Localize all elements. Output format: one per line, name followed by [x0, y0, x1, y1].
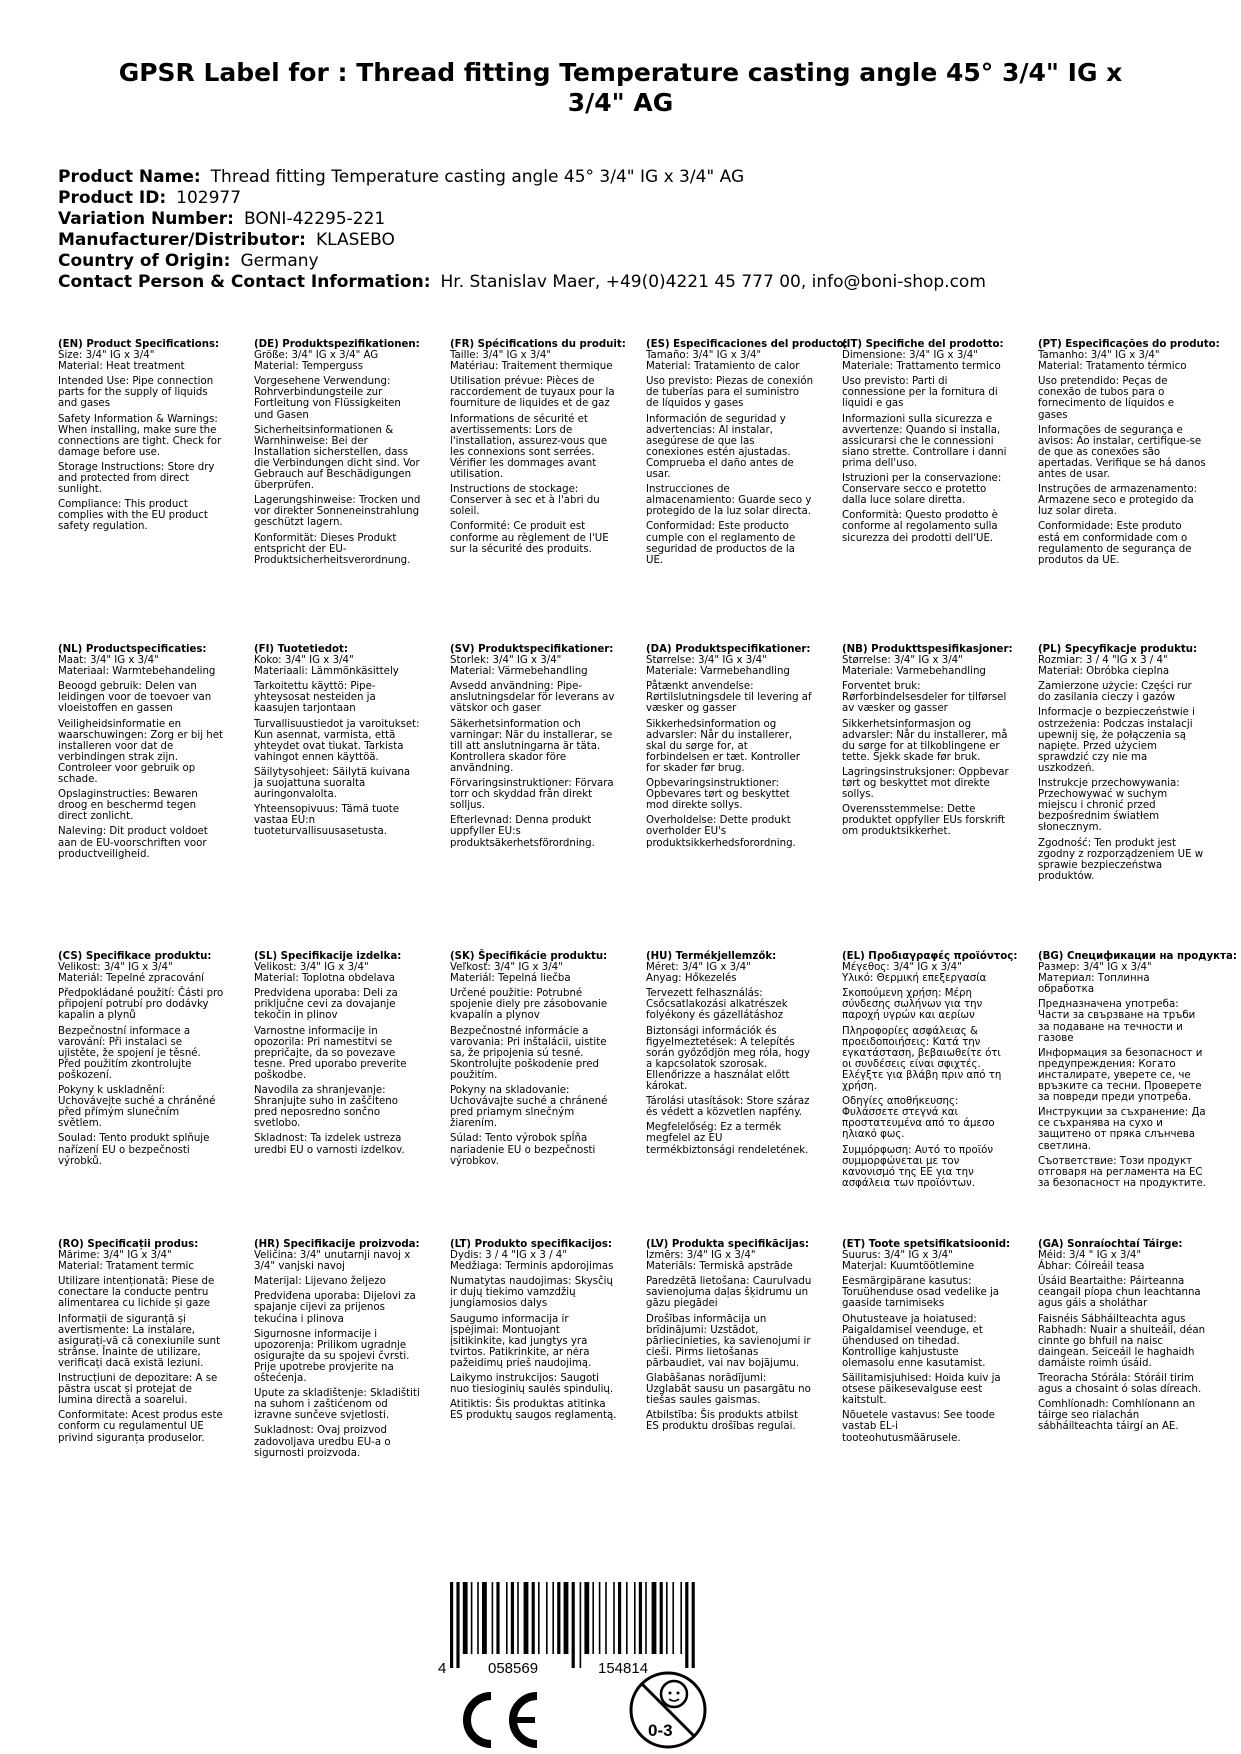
barcode-bar [477, 1582, 479, 1654]
spec-paragraph: Bezpečnostní informace a varování: Při instalaci se ujistěte, že spojení je těsné. Před použitím zkontrolujte poškození. [58, 1025, 201, 1081]
spec-paragraph: Informações de segurança e avisos: Ao instalar, certifique-se de que as conexões são apertadas. Verifique se há danos antes de usar. [1038, 424, 1206, 481]
spec-paragraph: Informations de sécurité et avertissements: Lors de l'installation, assurez-vous que les connexions sont serrées. Vérifier les dommages avant utilisation. [450, 413, 608, 481]
spec-paragraph: Size: 3/4" IG x 3/4" Material: Heat treatment [58, 350, 185, 373]
spec-heading: (FR) Spécifications du produit: [450, 339, 626, 350]
spec-paragraph: Forventet bruk: Rørforbindelsesdeler for tilførsel av væsker og gasser [842, 681, 1007, 715]
spec-paragraph: Nõuetele vastavus: See toode vastab EL-i tooteohutusmäärusele. [842, 1410, 995, 1444]
spec-heading: (EN) Product Specifications: [58, 339, 220, 350]
spec-paragraph: Konformität: Dieses Produkt entspricht der EU-Produktsicherheitsverordnung. [254, 532, 411, 566]
spec-paragraph: Συμμόρφωση: Αυτό το προϊόν συμμορφώνεται με τον κανονισμό της ΕΕ για την ασφάλεια των προϊόντων. [842, 1144, 994, 1189]
spec-paragraph: Tarkoitettu käyttö: Pipe-yhteysosat nesteiden ja kaasujen tarjontaan [254, 681, 376, 715]
barcode-bar [532, 1582, 535, 1654]
barcode-bar [685, 1582, 688, 1668]
spec-heading: (IT) Specifiche del prodotto: [842, 339, 1004, 350]
spec-heading: (NL) Productspecificaties: [58, 644, 207, 655]
spec-paragraph: Tamaño: 3/4" IG x 3/4" Material: Tratamiento de calor [646, 350, 800, 373]
info-value: Thread fitting Temperature casting angle 45° 3/4" IG x 3/4" AG [210, 167, 745, 187]
spec-heading: (DA) Produktspecifikationer: [646, 644, 811, 655]
spec-paragraph: Navodila za shranjevanje: Shranjujte suho in zaščiteno pred neposredno sončno svetlobo. [254, 1085, 398, 1130]
spec-heading: (SL) Specifikacije izdelka: [254, 951, 402, 962]
spec-paragraph: Velikost: 3/4" IG x 3/4" Materiál: Tepelné zpracování [58, 962, 204, 985]
spec-heading: (LV) Produkta specifikācijas: [646, 1239, 809, 1250]
spec-heading: (SV) Produktspecifikationer: [450, 644, 614, 655]
spec-paragraph: Instrucciones de almacenamiento: Guarde seco y protegido de la luz solar directa. [646, 484, 812, 518]
spec-block [1038, 339, 1220, 570]
spec-paragraph: Veiligheidsinformatie en waarschuwingen: Zorg er bij het installeren voor dat de verbindingen strak zijn. Controleer voor gebruik op schade. [58, 718, 224, 786]
spec-paragraph: Overholdelse: Dette produkt overholder EU's produktsikkerhedsforordning. [646, 815, 796, 849]
barcode-bar [599, 1582, 601, 1654]
barcode-bar [546, 1582, 548, 1654]
product-info [58, 167, 1198, 293]
spec-block [58, 1239, 226, 1448]
spec-paragraph: Materijal: Lijevano željezo [254, 1276, 386, 1288]
barcode-bar [557, 1582, 560, 1654]
info-label: Contact Person & Contact Information: [58, 272, 431, 292]
barcode-bar [584, 1582, 589, 1654]
spec-paragraph: Storlek: 3/4" IG x 3/4" Material: Värmebehandling [450, 655, 588, 678]
spec-paragraph: Predvidena uporaba: Deli za priključne cevi za dovajanje tekočin in plinov [254, 988, 398, 1022]
spec-paragraph: Koko: 3/4" IG x 3/4" Materiaali: Lämmönkäsittely [254, 655, 399, 678]
spec-paragraph: Размер: 3/4" IG x 3/4" Материал: Топлинна обработка [1038, 962, 1152, 996]
spec-paragraph: Dimensione: 3/4" IG x 3/4" Materiale: Trattamento termico [842, 350, 1001, 373]
barcode-bar [605, 1582, 607, 1654]
spec-paragraph: Säilitamisjuhised: Hoida kuiv ja otsese päikesevalguse eest kaitstult. [842, 1373, 1001, 1407]
spec-paragraph: Saugumo informacija ir įspėjimai: Montuojant įsitikinkite, kad jungtys yra tvirtos. Patikrinkite, ar nėra pažeidimų prieš naudojimą. [450, 1313, 592, 1369]
info-value: Germany [240, 251, 319, 271]
spec-paragraph: Overensstemmelse: Dette produktet oppfyller EUs forskrift om produktsikkerhet. [842, 804, 1006, 838]
spec-paragraph: Skladnost: Ta izdelek ustreza uredbi EU o varnosti izdelkov. [254, 1133, 405, 1156]
spec-block [646, 951, 814, 1160]
info-label: Variation Number: [58, 209, 234, 229]
spec-paragraph: Informazioni sulla sicurezza e avvertenze: Quando si installa, assicurarsi che le connessioni siano strette. Controllare i danni prima dell'uso. [842, 413, 1007, 469]
spec-paragraph: Compliance: This product complies with the EU product safety regulation. [58, 499, 208, 533]
spec-paragraph: Biztonsági információk és figyelmeztetések: A telepítés során győződjön meg róla, hogy a kapcsolatok szorosak. Ellenőrizze a használat előtt károkat. [646, 1025, 811, 1093]
spec-paragraph: Předpokládané použití: Části pro připojení potrubí pro dodávky kapalin a plynů [58, 988, 224, 1022]
barcode-right-digits: 154814 [598, 1660, 649, 1677]
spec-heading: (HU) Termékjellemzők: [646, 951, 777, 962]
spec-paragraph: Pokyny na skladovanie: Uchovávajte suché a chránené pred priamym slnečným žiarením. [450, 1085, 608, 1130]
info-label: Product Name: [58, 167, 201, 187]
info-row [58, 251, 1198, 272]
info-value: 102977 [176, 188, 242, 208]
barcode-bar [645, 1582, 647, 1654]
spec-paragraph: Intended Use: Pipe connection parts for the supply of liquids and gases [58, 376, 214, 410]
spec-paragraph: Zamierzone użycie: Części rur do zasilania cieczy i gazów [1038, 681, 1192, 704]
age-range-text: 0-3 [648, 1721, 673, 1740]
spec-paragraph: Información de seguridad y advertencias: Al instalar, asegúrese de que las conexiones estén ajustadas. Comprueba el daño antes de usar. [646, 413, 794, 481]
spec-paragraph: Dydis: 3 / 4 "IG x 3 / 4" Medžiaga: Terminis apdorojimas [450, 1250, 614, 1273]
spec-heading: (BG) Спецификации на продукта: [1038, 951, 1237, 962]
spec-paragraph: Utilisation prévue: Pièces de raccordement de tuyaux pour la fourniture de liquides et de gaz [450, 376, 615, 410]
info-value: Hr. Stanislav Maer, +49(0)4221 45 777 00, info@boni-shop.com [440, 272, 986, 292]
barcode-bar [471, 1582, 473, 1654]
spec-paragraph: Méret: 3/4" IG x 3/4" Anyag: Hőkezelés [646, 962, 751, 985]
spec-paragraph: Μέγεθος: 3/4" IG x 3/4" Υλικό: Θερμική επεξεργασία [842, 962, 987, 985]
spec-block [58, 644, 226, 864]
spec-heading: (ET) Toote spetsifikatsioonid: [842, 1239, 1011, 1250]
barcode-bar [672, 1582, 674, 1654]
spec-block [254, 951, 422, 1160]
spec-block [58, 951, 226, 1171]
spec-paragraph: Οδηγίες αποθήκευσης: Φυλάσσετε στεγνά και προστατευμένα από το άμεσο ηλιακό φως. [842, 1096, 995, 1141]
spec-paragraph: Úsáid Beartaithe: Páirteanna ceangail píopa chun leachtanna agus gáis a sholáthar [1038, 1276, 1201, 1310]
barcode-bar [572, 1582, 575, 1668]
spec-paragraph: Bezpečnostné informácie a varovania: Pri inštalácii, uistite sa, že pripojenia sú tesné. Skontrolujte poškodenie pred použitím. [450, 1025, 607, 1081]
spec-paragraph: Storage Instructions: Store dry and protected from direct sunlight. [58, 461, 215, 496]
spec-paragraph: Conformidade: Este produto está em conformidade com o regulamento de segurança de produtos da UE. [1038, 521, 1192, 566]
spec-paragraph: Conformità: Questo prodotto è conforme al regolamento sulla sicurezza dei prodotti dell'UE. [842, 510, 998, 544]
barcode-bar [639, 1582, 642, 1654]
barcode-bar [517, 1582, 519, 1654]
spec-paragraph: Størrelse: 3/4" IG x 3/4" Materiale: Varmebehandling [842, 655, 986, 678]
barcode-bar [626, 1582, 628, 1654]
spec-paragraph: Informații de siguranță și avertismente: La instalare, asigurați-vă că conexiunile sunt strânse. Înainte de utilizare, verificați dacă există leziuni. [58, 1313, 221, 1369]
spec-paragraph: Σκοπούμενη χρήση: Μέρη σύνδεσης σωλήνων για την παροχή υγρών και αερίων [842, 988, 983, 1022]
spec-paragraph: Ohutusteave ja hoiatused: Paigaldamisel veenduge, et ühendused on tihedad. Kontrollige kahjustuste olemasolu enne kasutamist. [842, 1313, 986, 1369]
spec-heading: (SK) Špecifikácie produktu: [450, 951, 608, 962]
spec-paragraph: Tervezett felhasználás: Csőcsatlakozási alkatrészek folyékony és gázellátáshoz [646, 988, 788, 1022]
spec-paragraph: Atitiktis: Šis produktas atitinka ES produktų saugos reglamentą. [450, 1399, 617, 1422]
spec-heading: (RO) Specificații produs: [58, 1239, 199, 1250]
spec-paragraph: Conformidad: Este producto cumple con el reglamento de seguridad de productos de la UE. [646, 521, 796, 566]
spec-paragraph: Treoracha Stórála: Stóráil tirim agus a chosaint ó solas díreach. [1038, 1373, 1202, 1396]
spec-paragraph: Safety Information & Warnings: When installing, make sure the connections are tight. Check for damage before use. [58, 413, 222, 458]
spec-paragraph: Faisnéis Sábháilteachta agus Rabhadh: Nuair a shuiteáil, déan cinnte go bhfuil na naisc daingean. Seiceáil le haghaidh damáiste roimh úsáid. [1038, 1313, 1206, 1369]
info-row [58, 230, 1198, 251]
spec-paragraph: Určené použitie: Potrubné spojenie diely pre zásobovanie kvapalín a plynov [450, 988, 608, 1022]
barcode-bar [496, 1582, 499, 1654]
spec-block [254, 1239, 422, 1463]
spec-paragraph: Инструкции за съхранение: Да се съхранява на сухо и защитено от пряка слънчева светлина. [1038, 1107, 1206, 1152]
spec-paragraph: Uso previsto: Parti di connessione per la fornitura di liquidi e gas [842, 376, 998, 410]
barcode-bar [692, 1582, 695, 1668]
barcode [438, 1582, 738, 1682]
barcode-bar [634, 1582, 636, 1654]
spec-paragraph: Predviđena uporaba: Dijelovi za spajanje cijevi za prijenos tekućina i plinova [254, 1291, 416, 1325]
spec-paragraph: Turvallisuustiedot ja varoitukset: Kun asennat, varmista, että yhteydet ovat tiukat. Tarkista vahingot ennen käyttöä. [254, 718, 420, 763]
barcode-bar [680, 1582, 682, 1654]
spec-block [450, 644, 618, 853]
spec-block [254, 644, 422, 842]
spec-paragraph: Lagringsinstruksjoner: Oppbevar tørt og beskyttet mot direkte sollys. [842, 766, 1009, 801]
spec-block [842, 644, 1013, 842]
spec-paragraph: Mărime: 3/4" IG x 3/4" Material: Tratament termic [58, 1250, 194, 1273]
spec-paragraph: Upute za skladištenje: Skladištiti na suhom i zaštićenom od izravne sunčeve svjetlosti. [254, 1388, 420, 1422]
spec-paragraph: Megfelelőség: Ez a termék megfelel az EU termékbiztonsági rendeletének. [646, 1122, 809, 1156]
spec-paragraph: Lagerungshinweise: Trocken und vor direkter Sonneneinstrahlung geschützt lagern. [254, 495, 421, 529]
spec-paragraph: Vorgesehene Verwendung: Rohrverbindungsteile zur Fortleitung von Flüssigkeiten und Gasen [254, 376, 401, 421]
page-title: GPSR Label for : Thread fitting Temperature casting angle 45° 3/4" IG x 3/4" AG [118, 58, 1123, 117]
spec-paragraph: Instructions de stockage: Conserver à sec et à l'abri du soleil. [450, 484, 600, 518]
spec-paragraph: Pokyny k uskladnění: Uchovávejte suché a chráněné před přímým slunečním světlem. [58, 1085, 216, 1130]
spec-heading: (PT) Especificações do produto: [1038, 339, 1220, 350]
spec-paragraph: Sicherheitsinformationen & Warnhinweise: Bei der Installation sicherstellen, dass die Verbindungen dicht sind. Vor Gebrauch auf Beschädigungen überprüfen. [254, 424, 420, 492]
spec-paragraph: Numatytas naudojimas: Skysčių ir dujų tiekimo vamzdžių jungiamosios dalys [450, 1276, 613, 1310]
spec-paragraph: Förvaringsinstruktioner: Förvara torr och skyddad från direkt solljus. [450, 778, 614, 812]
spec-paragraph: Rozmiar: 3 / 4 "IG x 3 / 4" Materiał: Obróbka cieplna [1038, 655, 1170, 678]
info-value: BONI-42295-221 [243, 209, 386, 229]
barcode-bar [450, 1582, 453, 1668]
spec-paragraph: Izmērs: 3/4" IG x 3/4" Materiāls: Termiskā apstrāde [646, 1250, 793, 1273]
barcode-bar [660, 1582, 663, 1654]
spec-heading: (CS) Specifikace produktu: [58, 951, 212, 962]
spec-paragraph: Информация за безопасност и предупреждения: Когато инсталирате, уверете се, че връзките са тесни. Проверете за повреди преди употреба. [1038, 1047, 1203, 1104]
spec-paragraph: Avsedd användning: Pipe-anslutningsdelar för leverans av vätskor och gaser [450, 681, 615, 715]
spec-heading: (ES) Especificaciones del producto: [646, 339, 848, 350]
spec-block [646, 644, 814, 853]
info-label: Country of Origin: [58, 251, 231, 271]
spec-block [450, 951, 618, 1171]
spec-paragraph: Säilytysohjeet: Säilytä kuivana ja suojattuna suoralta auringonvalolta. [254, 766, 411, 801]
barcode-bar [592, 1582, 594, 1654]
barcode-bar [524, 1582, 529, 1654]
spec-paragraph: Conformitate: Acest produs este conform cu regulamentul UE privind siguranța produselor. [58, 1410, 223, 1444]
spec-paragraph: Informacje o bezpieczeństwie i ostrzeżenia: Podczas instalacji upewnij się, że połączenia są napięte. Przed użyciem sprawdzić czy nie ma uszkodzeń. [1038, 707, 1195, 774]
spec-paragraph: Istruzioni per la conservazione: Conservare secco e protetto dalla luce solare diretta. [842, 473, 1002, 507]
spec-block [450, 339, 626, 559]
spec-heading: (HR) Specifikacije proizvoda: [254, 1239, 420, 1250]
spec-heading: (GA) Sonraíochtaí Táirge: [1038, 1239, 1183, 1250]
spec-paragraph: Sikkerhetsinformasjon og advarsler: Når du installerer, må du sørge for at tilkoblingene er tette. Sjekk skade før bruk. [842, 718, 1008, 763]
spec-heading: (EL) Προδιαγραφές προϊόντος: [842, 951, 1018, 962]
spec-paragraph: Zgodność: Ten produkt jest zgodny z rozporządzeniem UE w sprawie bezpieczeństwa produktów. [1038, 837, 1204, 882]
spec-paragraph: Suurus: 3/4" IG x 3/4" Materjal: Kuumtöötlemine [842, 1250, 975, 1273]
spec-paragraph: Naleving: Dit product voldoet aan de EU-voorschriften voor productveiligheid. [58, 826, 208, 860]
spec-paragraph: Sigurnosne informacije i upozorenja: Prilikom ugradnje osigurajte da su spojevi čvrsti. Prije upotrebe provjerite na oštećenja. [254, 1328, 410, 1385]
spec-paragraph: Предназначена употреба: Части за свързване на тръби за подаване на течности и газове [1038, 999, 1196, 1044]
barcode-bar [552, 1582, 554, 1654]
spec-paragraph: Súlad: Tento výrobok spĺňa nariadenie EU o bezpečnosti výrobkov. [450, 1133, 596, 1167]
spec-paragraph: Påtænkt anvendelse: Rørtilslutningsdele til levering af væsker og gasser [646, 681, 812, 715]
spec-paragraph: Yhteensopivuus: Tämä tuote vastaa EU:n tuoteturvallisuusasetusta. [254, 804, 400, 838]
spec-paragraph: Säkerhetsinformation och varningar: När du installerar, se till att anslutningarna är täta. Kontrollera skador före användning. [450, 718, 613, 774]
spec-paragraph: Tárolási utasítások: Store száraz és védett a közvetlen napfény. [646, 1096, 810, 1119]
spec-paragraph: Veličina: 3/4" unutarnji navoj x 3/4" vanjski navoj [254, 1250, 411, 1273]
barcode-bar [511, 1582, 514, 1654]
info-row [58, 209, 1198, 230]
barcode-first-digit: 4 [438, 1660, 447, 1677]
spec-block [842, 951, 1018, 1193]
spec-paragraph: Størrelse: 3/4" IG x 3/4" Materiale: Varmebehandling [646, 655, 790, 678]
info-label: Product ID: [58, 188, 167, 208]
not-suitable-0-3-icon [626, 1668, 710, 1752]
barcode-bar [618, 1582, 621, 1654]
spec-paragraph: Opslaginstructies: Bewaren droog en beschermd tegen direct zonlicht. [58, 789, 198, 823]
spec-paragraph: Maat: 3/4" IG x 3/4" Materiaal: Warmtebehandeling [58, 655, 216, 678]
spec-heading: (LT) Produkto specifikacijos: [450, 1239, 612, 1250]
info-value: KLASEBO [315, 230, 395, 250]
spec-block [842, 339, 1010, 548]
spec-paragraph: Sukladnost: Ovaj proizvod zadovoljava uredbu EU-a o sigurnosti proizvoda. [254, 1425, 391, 1459]
spec-paragraph: Instrukcje przechowywania: Przechowywać w suchym miejscu i chronić przed bezpośrednim światłem słonecznym. [1038, 778, 1180, 834]
spec-paragraph: Opbevaringsinstruktioner: Opbevares tørt og beskyttet mod direkte sollys. [646, 778, 790, 812]
spec-block [842, 1239, 1010, 1448]
barcode-bar [666, 1582, 668, 1654]
spec-block [1038, 644, 1206, 886]
spec-paragraph: Съответствие: Този продукт отговаря на регламента на ЕС за безопасност на продуктите. [1038, 1155, 1206, 1189]
ce-mark-icon [453, 1688, 543, 1752]
barcode-bar [492, 1582, 494, 1654]
spec-block [1038, 951, 1237, 1193]
spec-paragraph: Atbilstība: Šis produkts atbilst ES produktu drošības regulai. [646, 1410, 798, 1433]
barcode-bars [450, 1582, 695, 1668]
spec-paragraph: Beoogd gebruik: Delen van leidingen voor de toevoer van vloeistoffen en gassen [58, 681, 212, 715]
spec-paragraph: Instrucțiuni de depozitare: A se păstra uscat și protejat de lumina directă a soarelui. [58, 1373, 218, 1407]
spec-paragraph: Paredzētā lietošana: Caurulvadu savienojuma daļas šķidrumu un gāzu piegādei [646, 1276, 812, 1310]
spec-paragraph: Uso pretendido: Peças de conexão de tubos para o fornecimento de líquidos e gases [1038, 376, 1174, 421]
spec-heading: (PL) Specyfikacje produktu: [1038, 644, 1198, 655]
spec-heading: (FI) Tuotetiedot: [254, 644, 348, 655]
barcode-bar [538, 1582, 540, 1654]
spec-paragraph: Glabāšanas norādījumi: Uzglabāt sausu un pasargātu no tiešas saules gaismas. [646, 1373, 811, 1407]
spec-paragraph: Uso previsto: Piezas de conexión de tuberías para el suministro de líquidos y gases [646, 376, 814, 410]
spec-paragraph: Velikost: 3/4" IG x 3/4" Material: Toplotna obdelava [254, 962, 396, 985]
barcode-bar [456, 1582, 459, 1668]
info-row [58, 167, 1198, 188]
spec-paragraph: Soulad: Tento produkt splňuje nařízení EU o bezpečnosti výrobků. [58, 1133, 210, 1167]
spec-paragraph: Instruções de armazenamento: Armazene seco e protegido da luz solar direta. [1038, 484, 1198, 518]
spec-heading: (NB) Produkttspesifikasjoner: [842, 644, 1013, 655]
barcode-bar [652, 1582, 657, 1654]
spec-block [58, 339, 226, 537]
spec-paragraph: Größe: 3/4" IG x 3/4" AG Material: Temperguss [254, 350, 379, 373]
barcode-bar [463, 1582, 468, 1654]
barcode-bar [482, 1582, 487, 1654]
spec-paragraph: Drošības informācija un brīdinājumi: Uzstādot, pārliecinieties, ka savienojumi ir cieši. Pirms lietošanas pārbaudiet, vai nav bojājumu. [646, 1313, 811, 1369]
spec-paragraph: Conformité: Ce produit est conforme au règlement de l'UE sur la sécurité des produits. [450, 521, 609, 555]
barcode-bar [506, 1582, 508, 1654]
spec-paragraph: Utilizare intenționată: Piese de conectare la conducte pentru alimentarea cu lichide și gaze [58, 1276, 215, 1310]
spec-paragraph: Πληροφορίες ασφάλειας & προειδοποιήσεις: Κατά την εγκατάσταση, βεβαιωθείτε ότι οι συνδέσεις είναι σφιχτές. Ελέγξτε για βλάβη πριν από τη χρήση. [842, 1025, 1002, 1093]
info-row [58, 272, 1198, 293]
spec-paragraph: Efterlevnad: Denna produkt uppfyller EU:s produktsäkerhetsförordning. [450, 815, 595, 849]
barcode-bar [613, 1582, 615, 1654]
barcode-bar [564, 1582, 569, 1654]
spec-paragraph: Veľkosť: 3/4" IG x 3/4" Materiál: Tepelná liečba [450, 962, 571, 985]
spec-block [1038, 1239, 1206, 1437]
spec-heading: (DE) Produktspezifikationen: [254, 339, 420, 350]
info-row [58, 188, 1198, 209]
spec-paragraph: Sikkerhedsinformation og advarsler: Når du installerer, skal du sørge for, at forbindelsen er tæt. Kontroller for skader før brug. [646, 718, 800, 774]
spec-paragraph: Tamanho: 3/4" IG x 3/4" Material: Tratamento térmico [1038, 350, 1187, 373]
spec-block [450, 1239, 618, 1425]
barcode-bar [580, 1582, 582, 1668]
spec-block [646, 1239, 814, 1437]
spec-block [646, 339, 848, 570]
spec-paragraph: Laikymo instrukcijos: Saugoti nuo tiesioginių saulės spindulių. [450, 1373, 614, 1396]
info-label: Manufacturer/Distributor: [58, 230, 306, 250]
spec-paragraph: Méid: 3/4 " IG x 3/4" Ábhar: Cóireáil teasa [1038, 1250, 1145, 1273]
barcode-left-digits: 058569 [488, 1660, 539, 1677]
spec-paragraph: Taille: 3/4" IG x 3/4" Matériau: Traitement thermique [450, 350, 613, 373]
spec-paragraph: Comhlíonadh: Comhlíonann an táirge seo rialachán sábháilteachta táirgí an AE. [1038, 1399, 1196, 1433]
spec-paragraph: Varnostne informacije in opozorila: Pri namestitvi se prepričajte, da so povezave tesne. Pred uporabo preverite poškodbe. [254, 1025, 407, 1081]
spec-paragraph: Eesmärgipärane kasutus: Toruühenduse osad vedelike ja gaaside tarnimiseks [842, 1276, 1000, 1310]
baby-face-icon [661, 1681, 687, 1707]
spec-block [254, 339, 422, 570]
